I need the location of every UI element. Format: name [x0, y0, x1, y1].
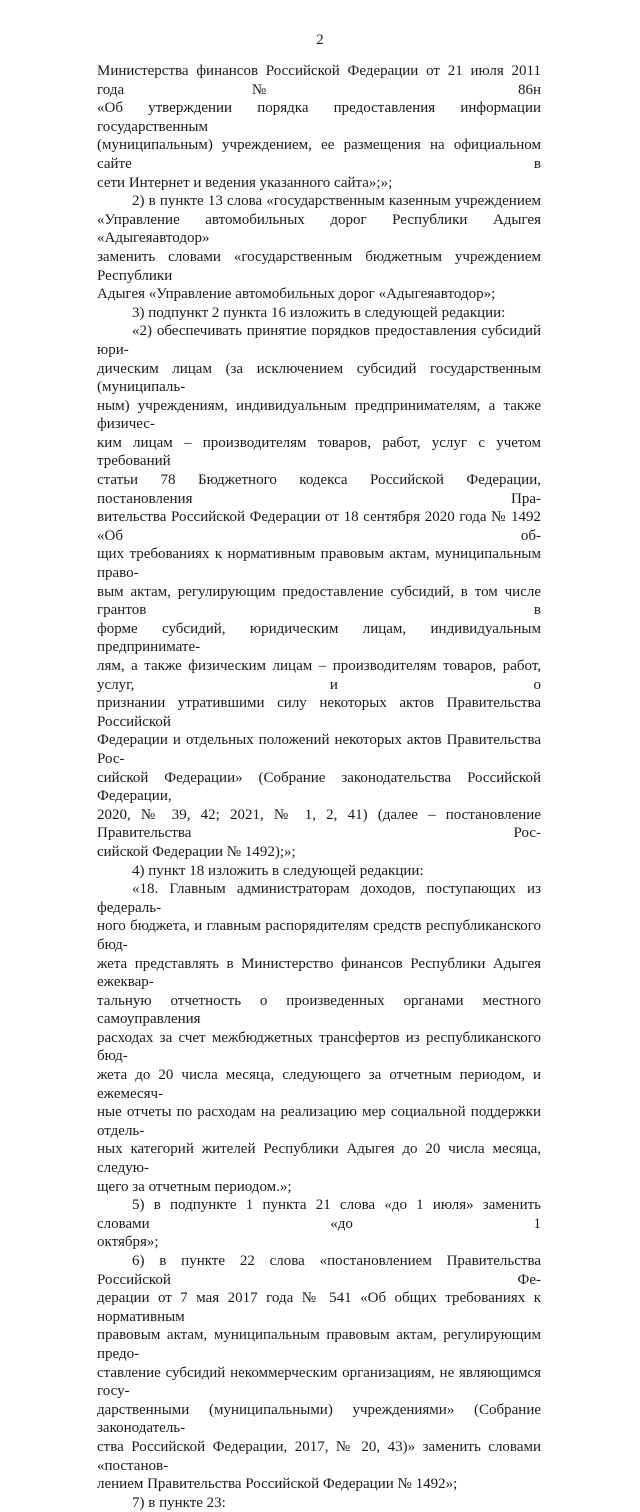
text-line: «Управление автомобильных дорог Республики Адыгея «Адыгеяавтодор» — [97, 211, 541, 247]
text-line: дарственными (муниципальными) учреждениями» (Собрание законодатель- — [97, 1401, 541, 1437]
text-line: форме субсидий, юридическим лицам, индивидуальным предпринимате- — [97, 620, 541, 656]
text-line: (муниципальным) учреждением, ее размещения на официальном сайте в — [97, 137, 541, 172]
text-line: лям, а также физическим лицам – производителям товаров, работ, услуг, и о — [97, 658, 541, 693]
text-line: ким лицам – производителям товаров, работ, услуг с учетом требований — [97, 434, 541, 470]
text-line: заменить словами «государственным бюджетным учреждением Республики — [97, 248, 541, 284]
document-body — [97, 62, 541, 1512]
text-line: расходах за счет межбюджетных трансфертов из республиканского бюд- — [97, 1029, 541, 1065]
text-line: «2) обеспечивать принятие порядков предоставления субсидий юри- — [97, 323, 541, 358]
text-line: правовым актам, муниципальным правовым актам, регулирующим предо- — [97, 1327, 541, 1362]
text-line: ным) учреждениям, индивидуальным предпринимателям, а также физичес- — [97, 397, 541, 433]
page-number: 2 — [316, 32, 324, 48]
text-line: ставление субсидий некоммерческим организациям, не являющимся госу- — [97, 1364, 541, 1400]
text-line: вительства Российской Федерации от 18 сентября 2020 года № 1492 «Об об- — [97, 509, 541, 544]
text-line: ные отчеты по расходам на реализацию мер социальной поддержки отдель- — [97, 1104, 541, 1139]
text-line: Министерства финансов Российской Федерации от 21 июля 2011 года № 86н — [97, 63, 541, 98]
text-line: 2020, № 39, 42; 2021, № 1, 2, 41) (далее – постановление Правительства Рос- — [97, 806, 541, 842]
text-line: признании утратившими силу некоторых актов Правительства Российской — [97, 695, 541, 730]
text-line: ных категорий жителей Республики Адыгея до 20 числа месяца, следую- — [97, 1141, 541, 1177]
text-line: сети Интернет и ведения указанного сайта»;»; — [97, 174, 393, 191]
text-line: дерации от 7 мая 2017 года № 541 «Об общих требованиях к нормативным — [97, 1290, 541, 1325]
text-line: жета представлять в Министерство финансов Республики Адыгея ежеквар- — [97, 955, 541, 991]
text-line: дическим лицам (за исключением субсидий государственным (муниципаль- — [97, 360, 541, 396]
text-line: 6) в пункте 22 слова «постановлением Правительства Российской Фе- — [97, 1253, 541, 1288]
text-line: сийской Федерации № 1492);»; — [97, 843, 296, 860]
text-line: Федерации и отдельных положений некоторых актов Правительства Рос- — [97, 732, 541, 767]
text-line: ства Российской Федерации, 2017, № 20, 43)» заменить словами «постанов- — [97, 1438, 541, 1474]
text-line: статьи 78 Бюджетного кодекса Российской Федерации, постановления Пра- — [97, 472, 541, 507]
text-line: щих требованиях к нормативным правовым актам, муниципальным право- — [97, 546, 541, 582]
text-line: ного бюджета, и главным распорядителям средств республиканского бюд- — [97, 918, 541, 953]
text-line: лением Правительства Российской Федерации № 1492»; — [97, 1476, 458, 1493]
text-line: «Об утверждении порядка предоставления информации государственным — [97, 100, 541, 135]
text-line: 5) в подпункте 1 пункта 21 слова «до 1 июля» заменить словами «до 1 — [97, 1197, 541, 1232]
text-line: октября»; — [97, 1234, 159, 1251]
text-line: тальную отчетность о произведенных органами местного самоуправления — [97, 992, 541, 1028]
text-line: сийской Федерации» (Собрание законодательства Российской Федерации, — [97, 769, 541, 805]
text-line: жета до 20 числа месяца, следующего за отчетным периодом, и ежемесяч- — [97, 1067, 541, 1102]
text-line: 7) в пункте 23: — [132, 1494, 226, 1511]
text-line: Адыгея «Управление автомобильных дорог «Адыгеяавтодор»; — [97, 286, 496, 303]
text-line: вым актам, регулирующим предоставление субсидий, в том числе грантов в — [97, 583, 541, 619]
text-line: 4) пункт 18 изложить в следующей редакции: — [132, 862, 424, 879]
text-line: 2) в пункте 13 слова «государственным казенным учреждением — [132, 193, 541, 210]
text-line: «18. Главным администраторам доходов, поступающих из федераль- — [97, 881, 541, 916]
text-line: щего за отчетным периодом.»; — [97, 1178, 292, 1195]
text-line: 3) подпункт 2 пункта 16 изложить в следующей редакции: — [132, 304, 506, 321]
